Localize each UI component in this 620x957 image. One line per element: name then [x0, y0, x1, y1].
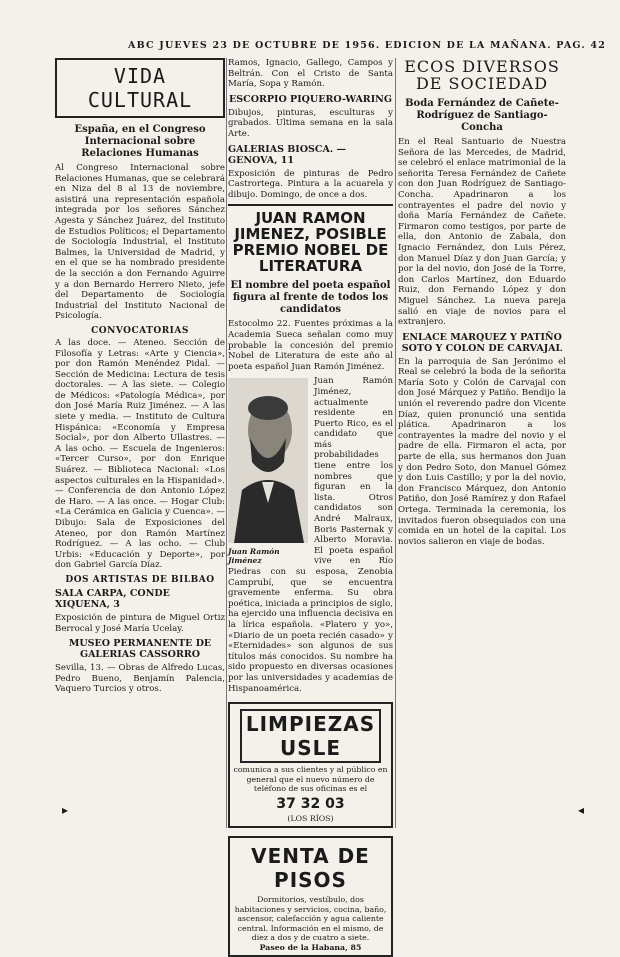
- galerias-heading: GALERIAS BIOSCA. — GENOVA, 11: [228, 143, 346, 166]
- convocatorias-heading: CONVOCATORIAS: [91, 325, 189, 336]
- museo-heading: MUSEO PERMANENTE DE GALERIAS CASSORRO: [68, 638, 212, 661]
- ad-pisos-title: VENTA DE PISOS: [251, 844, 370, 893]
- artistas-heading: DOS ARTISTAS DE BILBAO: [65, 574, 215, 585]
- boda2-heading: ENLACE MARQUEZ Y PATIÑO SOTO Y COLON DE CARVAJAL: [401, 331, 563, 354]
- main-body: Juan Ramón Jiménez, actualmente residente en Puerto Rico, es el candidato que más probabilidades tiene entre los nombres que figuran en la lista. Otros candidatos son André Malraux, Boris Pasternak y Alberto Moravia. El poeta español vive en Río Piedras con su esposa, Zenobia Camprubí, que se encuentra gravemente enferma. Su obra poética, iniciada a principios de siglo, ha ejercido una influencia decisiva en la lírica española. «Platero y yo», «Diario de un poeta recién casado» y «Eternidades» son algunos de sus títulos más conocidos. Su nombre ha sido propuesto en diversas ocasiones por las universidades y academias de Hispanoamérica.: [228, 376, 393, 694]
- main-intro: Estocolmo 22. Fuentes próximas a la Academia Sueca señalan como muy probable la concesión del premio Nobel de Literatura de este año al poeta español Juan Ramón Jiménez.: [228, 319, 393, 372]
- museo-body: Sevilla, 13. — Obras de Alfredo Lucas, Pedro Bueno, Benjamín Palencia, Vaquero Turcios y otros.: [55, 663, 225, 695]
- ad-limpiezas-text: comunica a sus clientes y al público en general que el nuevo número de teléfono de sus oficinas es el: [233, 765, 388, 794]
- divider: [228, 204, 393, 206]
- scan-mark: ▸: [62, 803, 69, 817]
- article-headline: España, en el Congreso Internacional sobre Relaciones Humanas: [74, 124, 206, 159]
- ad-pisos-address: Paseo de la Habana, 85: [259, 942, 362, 952]
- section-title-box: [55, 58, 225, 118]
- ad-limpiezas-title: LIMPIEZAS USLE: [240, 709, 381, 763]
- scan-mark: ◂: [578, 803, 585, 817]
- sala-body: Exposición de pintura de Miguel Ortiz Berrocal y José María Ucelay.: [55, 612, 225, 634]
- boda1-body: En el Real Santuario de Nuestra Señora de las Mercedes, de Madrid, se celebró el enlace matrimonial de la señorita Teresa Fernández de Cañete con don Juan Rodríguez de Santiago-Concha. Apadrinaron a los contrayentes el padre del novio y doña María Fernández de Cañete. Firmaron como testigos, por parte de ella, don Antonio de Zabala, don Ignacio Fernández, don Luis Pérez, don Manuel Díaz y don Juan García; y por la del novio, don José de la Torre, don Carlos Martínez, don Eduardo Ruiz, don Fernando López y don Miguel Sánchez. La nueva pareja salió en viaje de novios para el extranjero.: [398, 137, 566, 328]
- portrait-caption: Juan Ramón Jiménez: [228, 547, 280, 566]
- column-divider: [226, 58, 227, 828]
- escorpio-body: Dibujos, pinturas, esculturas y grabados. Ultima semana en la sala Arte.: [228, 107, 393, 139]
- top-text: Ramos, Ignacio, Gallego, Campos y Beltrán. Con el Cristo de Santa María, Sopa y Ramón.: [228, 58, 393, 90]
- ad-limpiezas-tag: (LOS RÍOS): [287, 813, 334, 823]
- ad-pisos-text: Dormitorios, vestíbulo, dos habitaciones y servicios, cocina, baño, ascensor, calefacción y agua caliente central. Información en el mismo, de diez a dos y de cuatro a siete.: [234, 895, 387, 943]
- main-subheadline: El nombre del poeta español figura al frente de todos los candidatos: [230, 280, 391, 316]
- ad-limpiezas-phone: 37 32 03: [276, 795, 345, 812]
- section-title: VIDA CULTURAL: [87, 64, 193, 112]
- page-header: ABC JUEVES 23 DE OCTUBRE DE 1956. EDICION DE LA MAÑANA. PAG. 42: [128, 40, 607, 51]
- main-headline: JUAN RAMON JIMENEZ, POSIBLE PREMIO NOBEL DE LITERATURA: [232, 209, 389, 276]
- society-title: ECOS DIVERSOS DE SOCIEDAD: [404, 57, 560, 93]
- portrait-photo: [228, 378, 308, 566]
- column-society: [398, 58, 566, 828]
- column-cultural: [55, 58, 225, 828]
- portrait-illustration: [228, 378, 308, 543]
- article-body: Al Congreso Internacional sobre Relaciones Humanas, que se celebrará en Niza del 8 al 13 de noviembre, asistirá una representación española integrada por los señores Sánchez Agesta y Sánchez Juárez, del Instituto de Estudios Políticos; el Departamento de Sociología Industrial, el Instituto Balmes, la Universidad de Madrid, y en el que se ha nombrado presidente de la sección a don Fernando Aguirre y a don Bernardo Herrero Nieto, jefe del Departamento de Sociología Industrial del Instituto Nacional de Psicología.: [55, 163, 225, 322]
- boda1-heading: Boda Fernández de Cañete-Rodríguez de Santiago-Concha: [405, 98, 559, 133]
- escorpio-heading: ESCORPIO PIQUERO-WARING: [229, 93, 392, 105]
- column-center: [228, 58, 393, 952]
- convocatorias-body: A las doce. — Ateneo. Sección de Filosofía y Letras: «Arte y Ciencia», por don Ramón Menéndez Pidal. — Sección de Medicina: Lectura de tesis doctorales. — A las siete. — Colegio de Médicos: «Patología Médica», por don José María Ruiz Jiménez. — A las siete y media. — Instituto de Cultura Hispánica: «Economía y Empresa Social», por don Alberto Ullastres. — A las ocho. — Escuela de Ingenieros: «Tercer Curso», por don Enrique Suárez. — Biblioteca Nacional: «Los aspectos culturales en la Hispanidad». — Conferencia de don Antonio López de Haro. — A las once. — Hogar Club: «La Cerámica en Galicia y Cuenca». — Dibujo: Sala de Exposiciones del Ateneo, por don Ramón Martínez Rodríguez. — A las ocho. — Club Urbis: «Educación y Deporte», por don Gabriel García Díaz.: [55, 337, 225, 571]
- sala-heading: SALA CARPA, CONDE XIQUENA, 3: [55, 587, 170, 610]
- ad-pisos: [228, 836, 393, 957]
- column-divider: [395, 58, 396, 828]
- boda2-body: En la parroquia de San Jerónimo el Real se celebró la boda de la señorita María Soto y Colón de Carvajal con don José Márquez y Patiño. Bendijo la unión el reverendo padre don Vicente Díaz, quien pronunció una sentida plática. Apadrinaron a los contrayentes la madre del novio y el padre de ella. Firmaron el acta, por parte de ella, sus hermanos don Juan y don Pedro Soto, don Manuel Gómez y don Luis Castillo; y por la del novio, don Francisco Márquez, don Antonio Patiño, don José Ramírez y don Rafael Ortega. Terminada la ceremonia, los invitados fueron obsequiados con una comida en un hotel de la capital. Los novios salieron en viaje de bodas.: [398, 356, 566, 547]
- galerias-body: Exposición de pinturas de Pedro Castrortega. Pintura a la acuarela y dibujo. Domingo, de once a dos.: [228, 168, 393, 200]
- ad-limpiezas: [228, 702, 393, 828]
